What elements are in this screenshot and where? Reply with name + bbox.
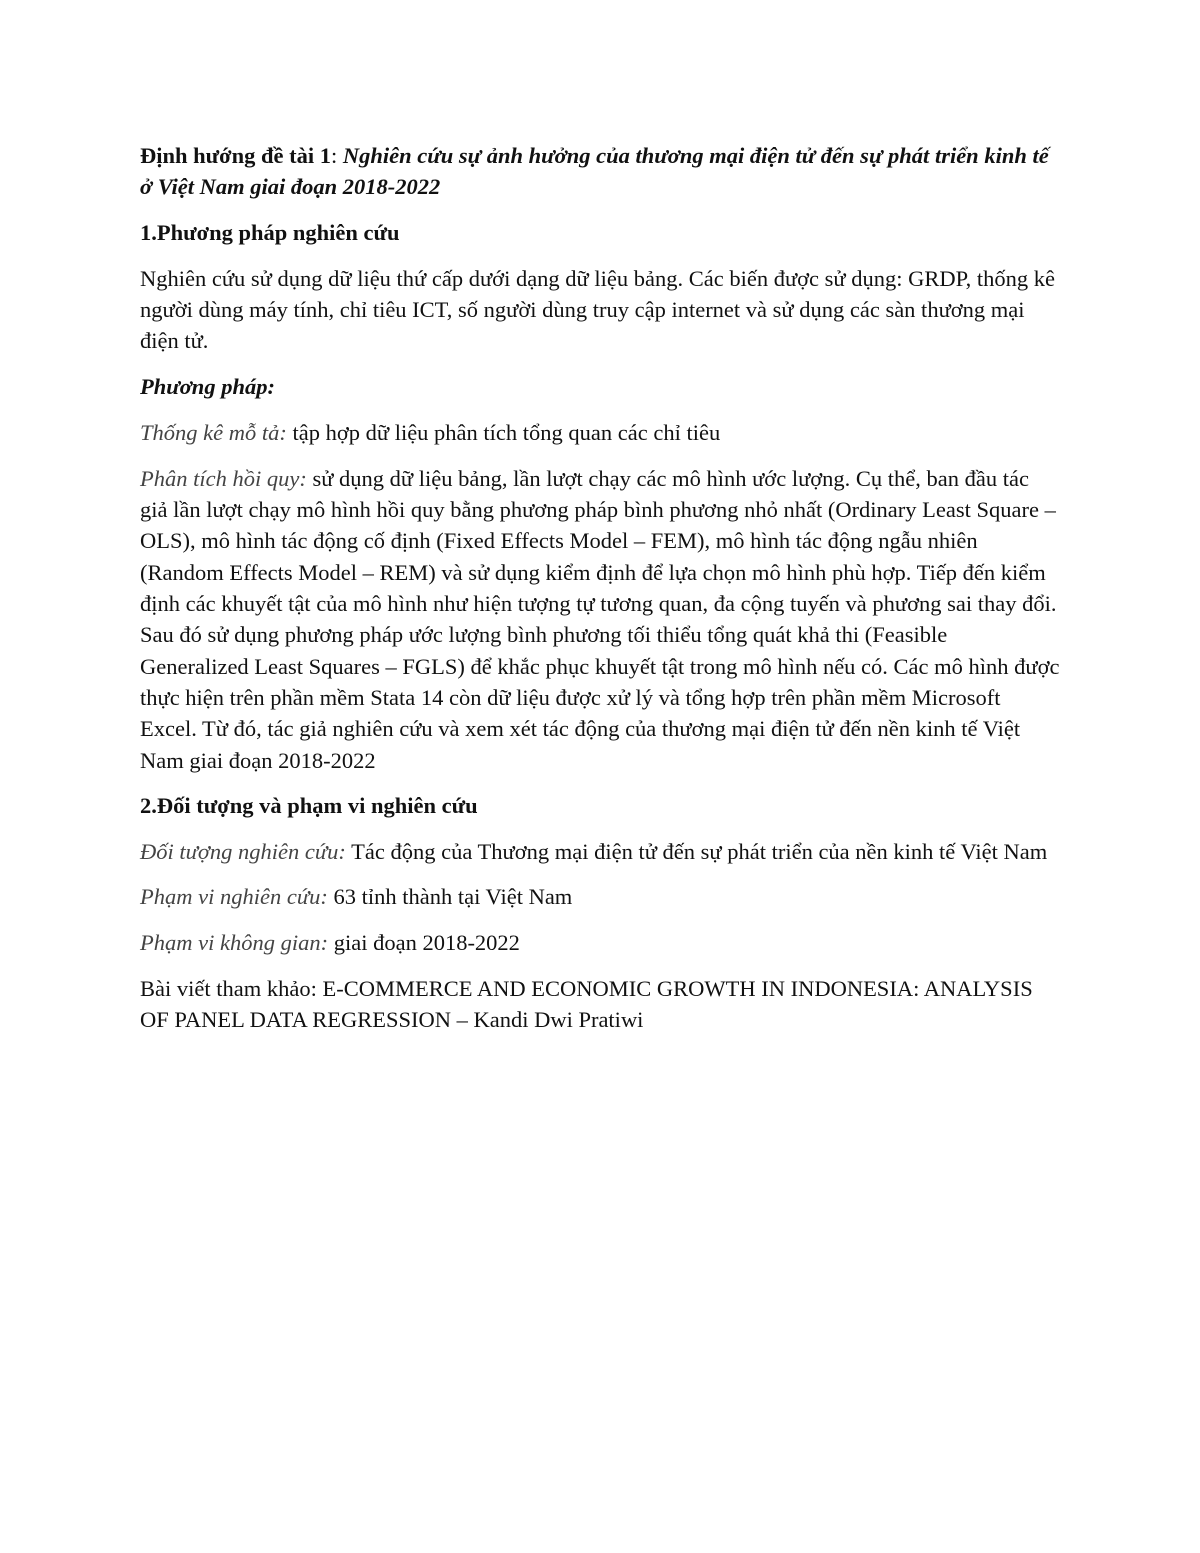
research-object-text: Tác động của Thương mại điện tử đến sự phát triển của nền kinh tế Việt Nam	[345, 838, 1048, 864]
space-scope-text: giai đoạn 2018-2022	[328, 930, 520, 956]
descriptive-stats-text: tập hợp dữ liệu phân tích tổng quan các chỉ tiêu	[286, 420, 721, 446]
methods-heading: Phương pháp:	[140, 374, 275, 400]
research-object-paragraph	[140, 836, 1060, 867]
topic-colon: :	[331, 143, 343, 168]
regression-label: Phân tích hồi quy:	[140, 465, 307, 491]
research-scope-paragraph	[140, 881, 1060, 912]
research-object-label: Đối tượng nghiên cứu:	[140, 838, 346, 864]
topic-title: Nghiên cứu sự ảnh hưởng của thương mại điện tử đến sự phát triển kinh tế ở Việt Nam giai đoạn 2018-2022	[140, 143, 1049, 200]
research-scope-label: Phạm vi nghiên cứu:	[140, 884, 328, 910]
reference-paragraph: Bài viết tham khảo: E-COMMERCE AND ECONOMIC GROWTH IN INDONESIA: ANALYSIS OF PANEL DATA REGRESSION – Kandi Dwi Pratiwi	[140, 976, 1033, 1033]
section1-intro: Nghiên cứu sử dụng dữ liệu thứ cấp dưới dạng dữ liệu bảng. Các biến được sử dụng: GRDP, thống kê người dùng máy tính, chỉ tiêu ICT, số người dùng truy cập internet và sử dụng các sàn thương mại điện tử.	[140, 265, 1055, 354]
regression-paragraph	[140, 463, 1060, 776]
research-scope-text: 63 tỉnh thành tại Việt Nam	[327, 884, 573, 910]
descriptive-stats-label: Thống kê mỗ tả:	[140, 420, 287, 446]
regression-text: sử dụng dữ liệu bảng, lần lượt chạy các mô hình ước lượng. Cụ thể, ban đầu tác giả lần lượt chạy mô hình hồi quy bằng phương pháp bình phương nhỏ nhất (Ordinary Least Square – OLS), mô hình tác động cố định (Fixed Effects Model – FEM), mô hình tác động ngẫu nhiên (Random Effects Model – REM) và sử dụng kiểm định để lựa chọn mô hình phù hợp. Tiếp đến kiểm định các khuyết tật của mô hình như hiện tượng tự tương quan, đa cộng tuyến và phương sai thay đổi. Sau đó sử dụng phương pháp ước lượng bình phương tối thiểu tổng quát khả thi (Feasible Generalized Least Squares – FGLS) để khắc phục khuyết tật trong mô hình nếu có. Các mô hình được thực hiện trên phần mềm Stata 14 còn dữ liệu được xử lý và tổng hợp trên phần mềm Microsoft Excel. Từ đó, tác giả nghiên cứu và xem xét tác động của thương mại điện tử đến nền kinh tế Việt Nam giai đoạn 2018-2022	[140, 465, 1060, 773]
section2-heading: 2.Đối tượng và phạm vi nghiên cứu	[140, 792, 478, 818]
topic-label: Định hướng đề tài 1	[140, 143, 332, 168]
topic-line	[140, 140, 1060, 203]
section1-heading: 1.Phương pháp nghiên cứu	[140, 220, 400, 246]
space-scope-paragraph	[140, 927, 1060, 958]
descriptive-stats-paragraph	[140, 417, 1060, 448]
space-scope-label: Phạm vi không gian:	[140, 930, 329, 956]
